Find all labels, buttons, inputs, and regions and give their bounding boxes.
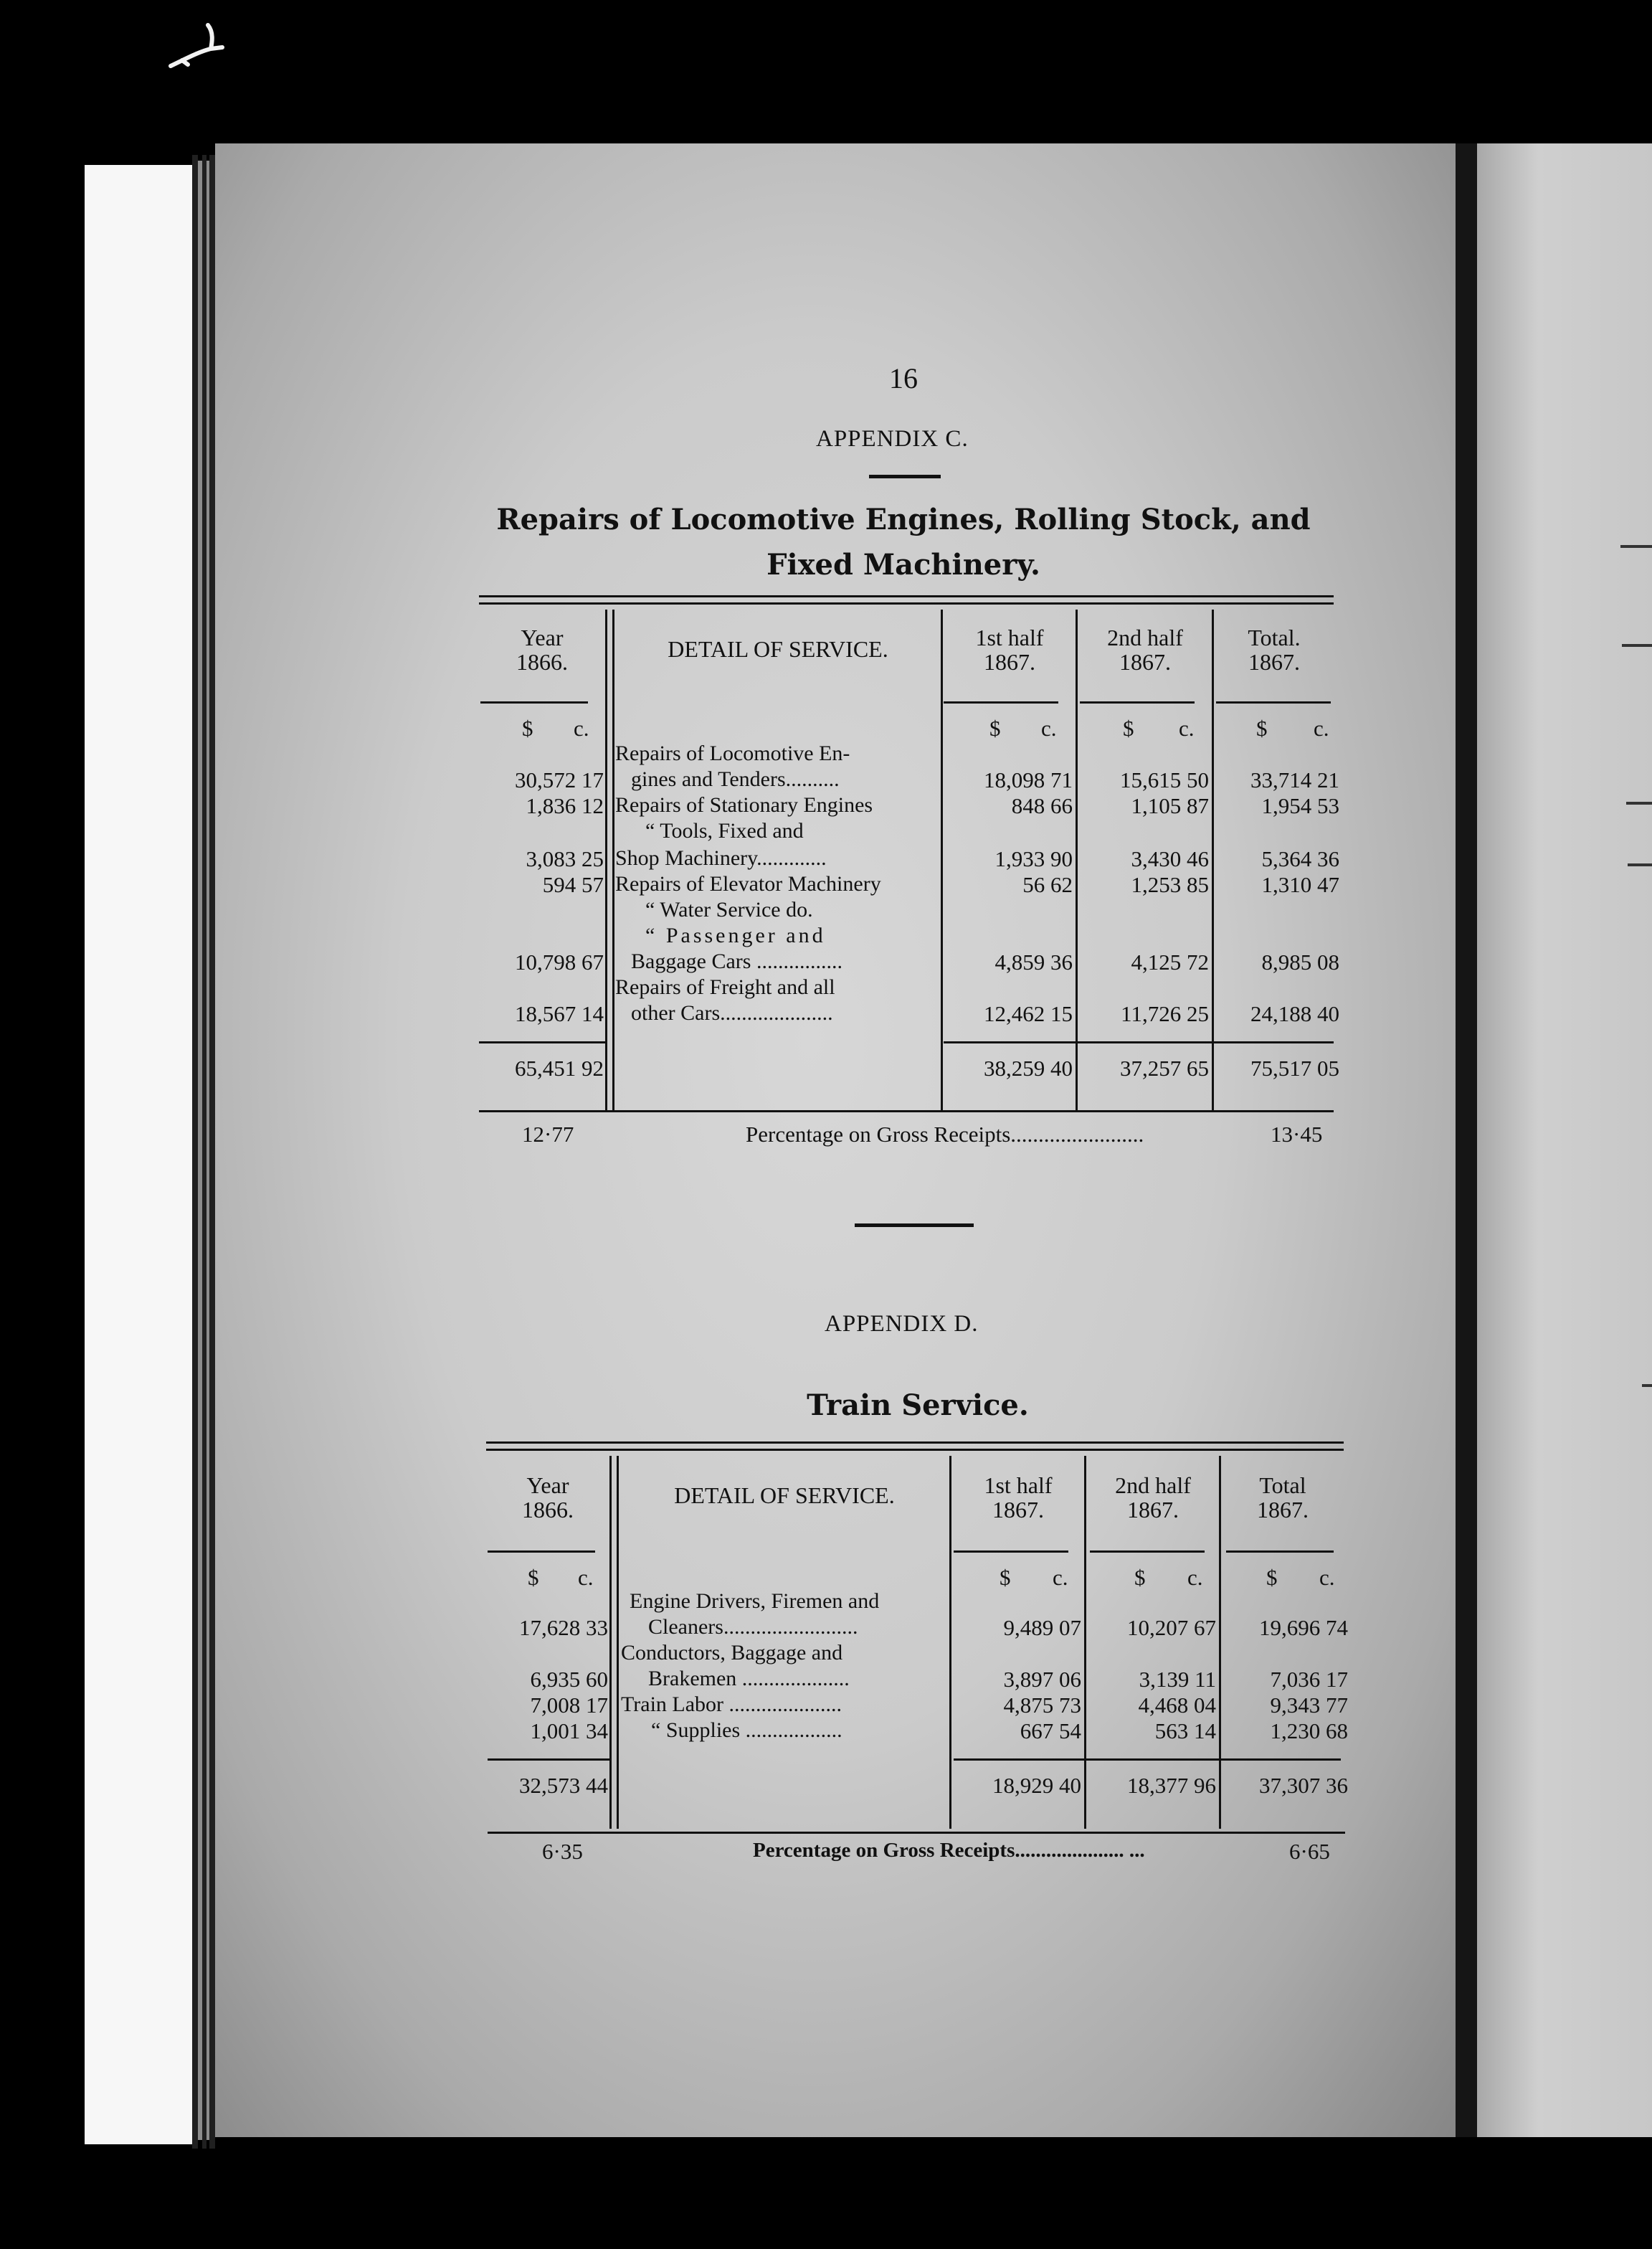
value-second-half: 11,726 25 [1121,1001,1209,1026]
value-first-half: 667 54 [1020,1718,1081,1743]
value-first-half: 1,933 90 [994,846,1073,871]
detail-line: “ Passenger and [645,924,826,947]
col-divider [949,1456,951,1829]
detail-line: “ Tools, Fixed and [645,819,804,843]
detail-line: Repairs of Locomotive En- [615,742,850,765]
value-total: 1,954 53 [1261,793,1339,818]
percentage-label: Percentage on Gross Receipts..................... ... [753,1839,1145,1862]
value-first-half: 3,897 06 [1003,1667,1081,1692]
page-edge-line [209,155,215,2149]
total-total: 75,517 05 [1250,1056,1339,1081]
value-first-half: 848 66 [1011,793,1073,818]
detail-line: Repairs of Elevator Machinery [615,872,881,896]
appendix-c-label: APPENDIX C. [816,426,969,452]
appendix-c-title-line2: Fixed Machinery. [766,548,1040,582]
unit-dollar: $ [528,1565,539,1590]
detail-line: Cleaners......................... [648,1615,858,1639]
col-header-detail: DETAIL OF SERVICE. [674,1482,895,1508]
col-divider [941,610,943,1112]
header-underline [488,1550,595,1553]
col-header-first-half: 1st half 1867. [984,1472,1053,1523]
value-year-1866: 17,628 33 [519,1615,608,1640]
value-first-half: 18,098 71 [984,767,1073,792]
total-year-1866: 65,451 92 [515,1056,604,1081]
short-rule [869,475,941,478]
col-header-second-half: 2nd half 1867. [1115,1472,1191,1523]
value-first-half: 56 62 [1022,872,1073,897]
unit-cents: c. [1314,716,1329,741]
value-second-half: 3,430 46 [1131,846,1209,871]
facing-page-mark [1626,802,1652,805]
unit-cents: c. [1179,716,1195,741]
value-second-half: 15,615 50 [1120,767,1209,792]
value-total: 1,310 47 [1261,872,1339,897]
value-second-half: 1,105 87 [1131,793,1209,818]
facing-page-mark [1620,545,1652,548]
unit-cents: c. [1319,1565,1335,1590]
col-header-detail: DETAIL OF SERVICE. [668,636,888,662]
facing-page-mark [1622,644,1652,647]
col-header-second-half: 2nd half 1867. [1107,625,1183,675]
table-top-rule [486,1449,1344,1451]
value-total: 24,188 40 [1250,1001,1339,1026]
unit-dollar: $ [1256,716,1268,741]
total-first-half: 18,929 40 [992,1773,1081,1798]
unit-dollar: $ [1123,716,1134,741]
percentage-label: Percentage on Gross Receipts........................ [746,1122,1144,1147]
value-total: 7,036 17 [1270,1667,1348,1692]
total-total: 37,307 36 [1259,1773,1348,1798]
detail-line: Conductors, Baggage and [621,1641,843,1665]
total-second-half: 18,377 96 [1127,1773,1216,1798]
col-divider [605,610,607,1112]
detail-line: Engine Drivers, Firemen and [630,1589,880,1613]
page-gutter [1456,143,1477,2137]
unit-dollar: $ [1000,1565,1011,1590]
value-year-1866: 594 57 [542,872,604,897]
col-divider [617,1456,619,1829]
percentage-1867: 13·45 [1271,1122,1323,1147]
value-total: 33,714 21 [1250,767,1339,792]
col-header-year: Year 1866. [522,1472,574,1523]
detail-line: Shop Machinery............. [615,846,827,870]
col-divider [1219,1456,1221,1829]
facing-page-mark [1628,863,1652,866]
col-divider [609,1456,612,1829]
col-divider [612,610,614,1112]
header-underline [1090,1550,1205,1553]
sum-rule [488,1758,609,1761]
value-total: 1,230 68 [1270,1718,1348,1743]
unit-cents: c. [1053,1565,1068,1590]
value-second-half: 4,125 72 [1131,950,1209,975]
table-top-rule [486,1441,1344,1444]
page-edge-line [192,155,198,2149]
value-year-1866: 10,798 67 [515,950,604,975]
total-second-half: 37,257 65 [1120,1056,1209,1081]
unit-cents: c. [574,716,589,741]
col-header-total: Total. 1867. [1248,625,1301,675]
value-second-half: 3,139 11 [1139,1667,1216,1692]
value-second-half: 4,468 04 [1138,1692,1216,1718]
value-second-half: 563 14 [1154,1718,1216,1743]
facing-page [1477,143,1652,2137]
header-underline [954,1550,1068,1553]
value-first-half: 12,462 15 [984,1001,1073,1026]
film-corner-mark [156,22,242,72]
table-top-rule [479,602,1334,605]
value-total: 9,343 77 [1270,1692,1348,1718]
unit-dollar: $ [522,716,533,741]
value-year-1866: 1,001 34 [530,1718,608,1743]
col-header-year: Year 1866. [516,625,568,675]
facing-page-mark [1642,1384,1652,1387]
unit-dollar: $ [989,716,1001,741]
value-total: 19,696 74 [1259,1615,1348,1640]
value-total: 5,364 36 [1261,846,1339,871]
value-second-half: 1,253 85 [1131,872,1209,897]
total-first-half: 38,259 40 [984,1056,1073,1081]
header-underline [1226,1550,1334,1553]
detail-line: “ Water Service do. [645,898,813,922]
sum-rule [944,1041,1334,1043]
table-bottom-rule [488,1832,1345,1834]
table-bottom-rule [479,1110,1334,1112]
detail-line: gines and Tenders.......... [631,767,840,791]
header-underline [944,701,1058,704]
value-year-1866: 3,083 25 [526,846,604,871]
value-year-1866: 18,567 14 [515,1001,604,1026]
col-header-total: Total 1867. [1257,1472,1309,1523]
percentage-1866: 6·35 [542,1839,583,1864]
sum-rule [479,1041,605,1043]
value-year-1866: 6,935 60 [530,1667,608,1692]
col-divider [1076,610,1078,1112]
detail-line: Repairs of Freight and all [615,975,835,999]
col-divider [1084,1456,1086,1829]
value-first-half: 9,489 07 [1003,1615,1081,1640]
value-year-1866: 30,572 17 [515,767,604,792]
detail-line: Repairs of Stationary Engines [615,793,873,817]
unit-dollar: $ [1134,1565,1146,1590]
sum-rule [954,1758,1341,1761]
col-divider [1212,610,1214,1112]
detail-line: Baggage Cars ................ [631,950,842,973]
appendix-d-label: APPENDIX D. [825,1311,979,1337]
appendix-d-title: Train Service. [807,1388,1029,1422]
value-year-1866: 1,836 12 [526,793,604,818]
detail-line: other Cars..................... [631,1001,833,1025]
value-year-1866: 7,008 17 [530,1692,608,1718]
detail-line: Train Labor ..................... [621,1692,842,1716]
table-top-rule [479,595,1334,597]
unit-cents: c. [1041,716,1057,741]
detail-line: “ Supplies .................. [651,1718,842,1742]
unit-cents: c. [1187,1565,1203,1590]
header-underline [480,701,588,704]
header-underline [1080,701,1195,704]
total-year-1866: 32,573 44 [519,1773,608,1798]
col-header-first-half: 1st half 1867. [975,625,1044,675]
left-film-margin [85,165,192,2144]
section-rule [855,1223,974,1227]
percentage-1867: 6·65 [1289,1839,1330,1864]
value-second-half: 10,207 67 [1127,1615,1216,1640]
percentage-1866: 12·77 [522,1122,574,1147]
unit-dollar: $ [1266,1565,1278,1590]
header-underline [1216,701,1331,704]
value-total: 8,985 08 [1261,950,1339,975]
detail-line: Brakemen .................... [648,1667,850,1690]
page-number: 16 [889,362,918,394]
value-first-half: 4,875 73 [1003,1692,1081,1718]
unit-cents: c. [578,1565,594,1590]
appendix-c-title-line1: Repairs of Locomotive Engines, Rolling Stock, and [496,503,1311,536]
value-first-half: 4,859 36 [994,950,1073,975]
